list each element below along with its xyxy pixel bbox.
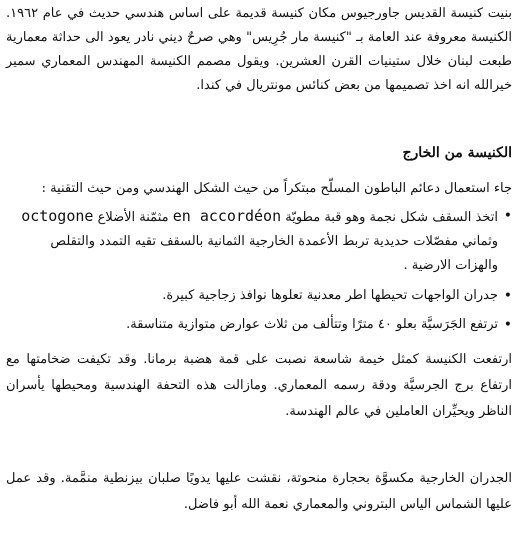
term-en-accordeon: en accordéon [172, 207, 282, 225]
body-paragraph-walls: الجدران الخارجية مكسوَّة بحجارة منحوتة، نقشت عليها يدويًا صلبان بيزنطية منمَّمة. وقد عمل عليها الشماس الياس البتروني والمعماري نعمة الله أبو فاضل. [6, 471, 512, 512]
section-heading: الكنيسة من الخارج [402, 145, 512, 161]
intro-paragraph: بنيت كنيسة القديس جاورجيوس مكان كنيسة قديمة على اساس هندسي حديث في عام ١٩٦٢. الكنيسة معروفة عند العامة بـ "كنيسة مار جُرِيس" وهي صرحٌ ديني نادر يعود الى حداثة معمارية طبعت لبنان خلال ستينيات القرن العشرين. ويقول مصمم الكنيسة المهندس المعماري سمير خيرالله انه اخذ تصميمها من بعض كنائس مونتريال في كندا. [6, 6, 512, 93]
feature-list [6, 204, 512, 336]
list-item-roof [6, 204, 498, 278]
roof-text-start: اتخذ السقف شكل نجمة وهو قبة مطويّة [285, 210, 498, 225]
list-item-facades: • جدران الواجهات تحيطها اطر معدنية تعلوها نوافذ زجاجية كبيرة. [6, 285, 498, 307]
list-item-bell-tower: • ترتفع الجَرَسيَّة بعلو ٤٠ مترًا وتتألف من ثلاث عوارض متوازية متناسقة. [6, 314, 498, 336]
roof-text-mid: مثمّنة الأضلاع [97, 210, 169, 225]
lead-paragraph: جاء استعمال دعائم الباطون المسلّح مبتكراً من حيث الشكل الهندسي ومن حيث التقنية : [41, 181, 512, 196]
roof-text-end: وثماني مفصّلات حديدية تربط الأعمدة الخارجية الثمانية بالسقف تقيه التمدد والتقلص والهزات الارضية . [50, 234, 498, 273]
term-octogone: octogone [21, 207, 94, 225]
body-paragraph-tent: ارتفعت الكنيسة كمثل خيمة شاسعة نصبت على قمة هضبة برمانا. وقد تكيفت ضخامتها مع ارتفاع برج الجرسيَّة ودقة رسمه المعماري. ومازالت هذه التحفة الهندسية ومحيطها يأسران الناظر ويحيِّران العاملين في عالم الهندسة. [6, 352, 512, 419]
